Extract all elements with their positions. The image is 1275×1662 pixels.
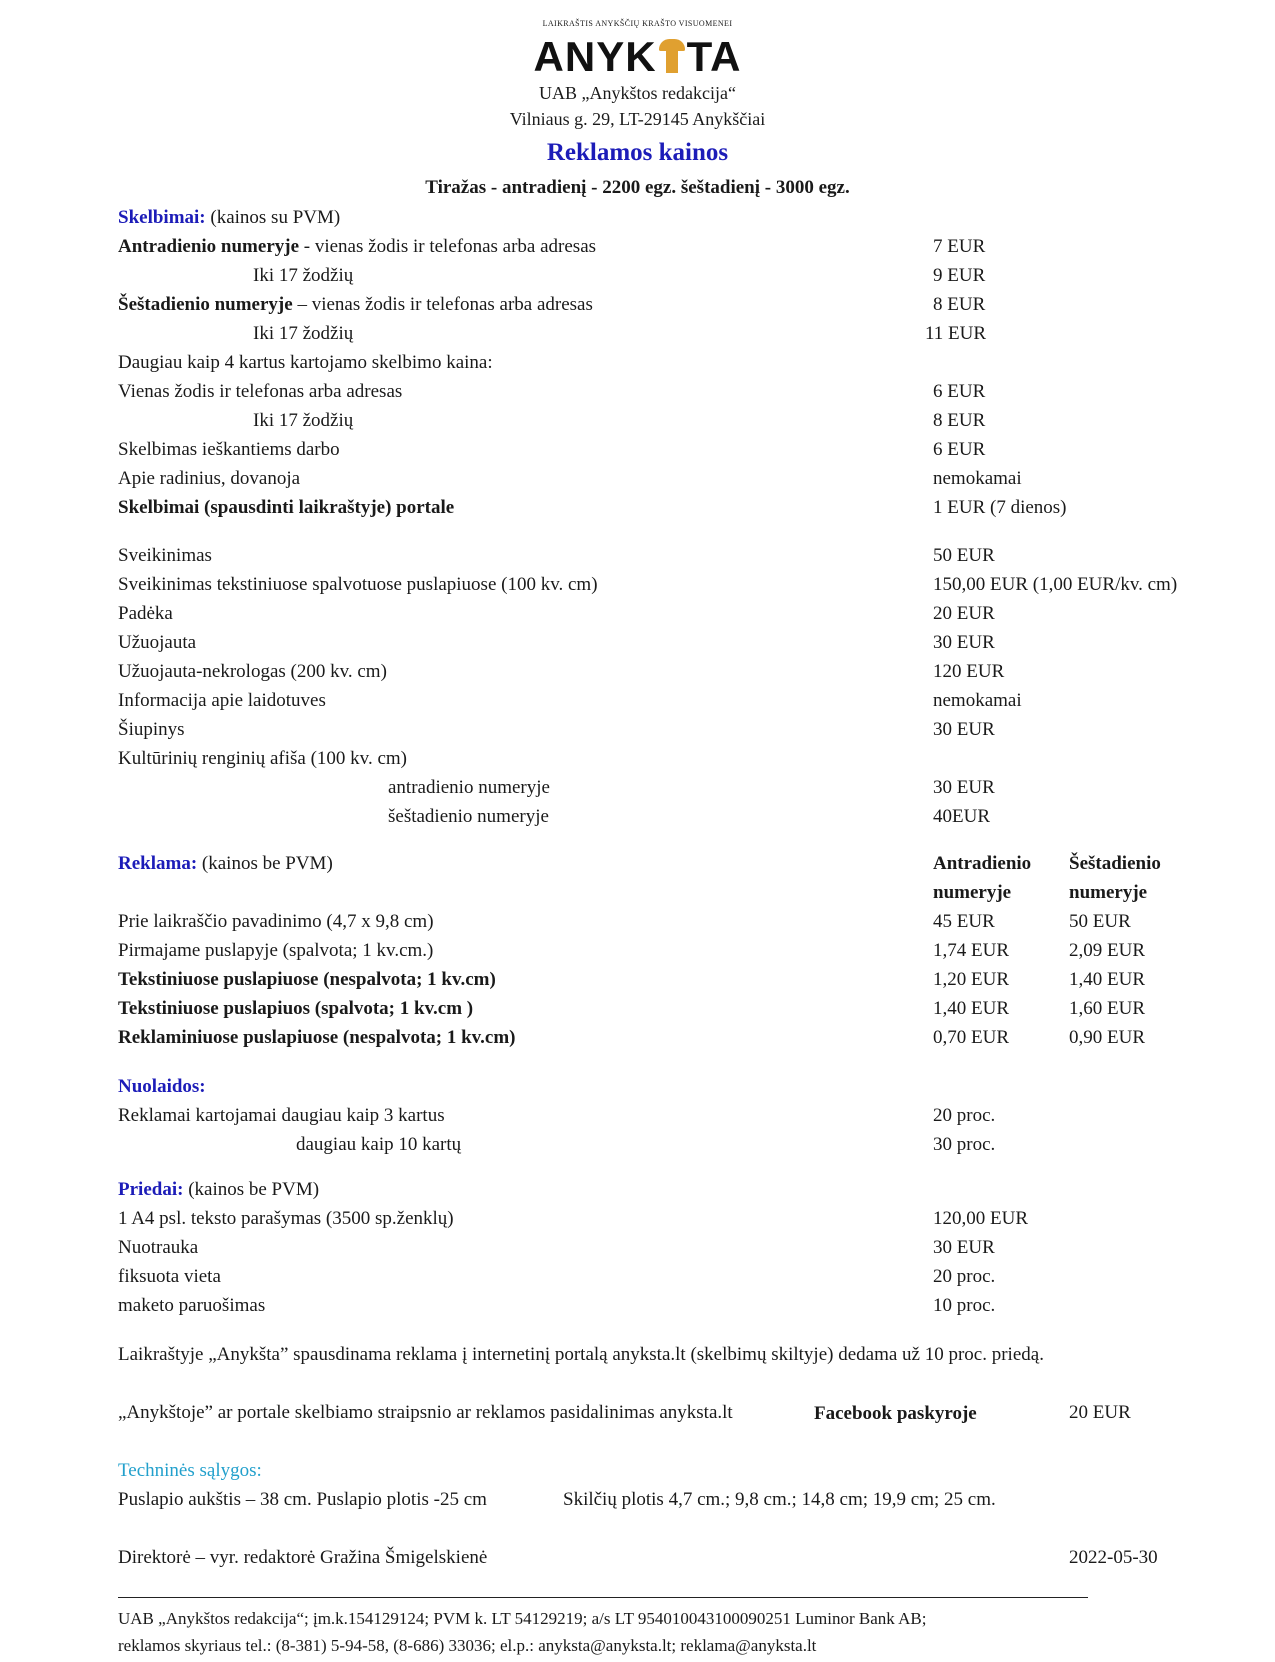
company-address: Vilniaus g. 29, LT-29145 Anykščiai [509, 109, 766, 129]
reklama-row-saturday-price: 2,09 EUR [1069, 940, 1145, 961]
director-signature: Direktorė – vyr. redaktorė Gražina Šmigelskienė [118, 1547, 488, 1568]
mushroom-s-logo-icon [657, 39, 687, 73]
priedai-heading-row [118, 1180, 319, 1199]
facebook-price: 20 EUR [1069, 1402, 1131, 1423]
document-date: 2022-05-30 [1069, 1547, 1158, 1568]
skelbimai-row-price: 7 EUR [933, 236, 986, 257]
footer-line-2: reklamos skyriaus tel.: (8-381) 5-94-58, (8-686) 33036; el.p.: anyksta@anyksta.lt; reklama@anyksta.lt [118, 1636, 817, 1655]
skelbimai-row-label-bold: Antradienio numeryje [118, 236, 300, 257]
skelbimai-row-price: 8 EUR [933, 410, 986, 431]
reklama-row-tuesday-price: 1,40 EUR [933, 998, 1009, 1019]
skelbimai-row-label-bold: Skelbimai (spausdinti laikraštyje) portale [118, 497, 455, 518]
page-title: Reklamos kainos [546, 139, 729, 166]
skelbimai-row-label [118, 469, 300, 488]
sveikinimai-row-label: Informacija apie laidotuves [118, 690, 326, 711]
skelbimai-row-label-text: – vienas žodis ir telefonas arba adresas [292, 294, 593, 315]
sveikinimai-row-price: 20 EUR [933, 603, 995, 624]
sveikinimai-row-price: 30 EUR [933, 777, 995, 798]
footer-divider [118, 1597, 1088, 1598]
sveikinimai-row-label: Padėka [118, 603, 173, 624]
col-header-tuesday-1: Antradienio [933, 853, 1032, 874]
skelbimai-row-label-text: - vienas žodis ir telefonas arba adresas [299, 236, 597, 257]
skelbimai-row-label-text: Apie radinius, dovanoja [118, 468, 301, 489]
reklama-heading-row [118, 854, 333, 873]
skelbimai-heading: Skelbimai: [118, 207, 206, 228]
reklama-row-label: Reklaminiuose puslapiuose (nespalvota; 1 kv.cm) [118, 1027, 516, 1048]
skelbimai-row-label [253, 266, 353, 285]
skelbimai-row-label [118, 237, 596, 256]
nuolaidos-row-label: daugiau kaip 10 kartų [296, 1134, 462, 1155]
reklama-row-saturday-price: 50 EUR [1069, 911, 1131, 932]
reklama-row-saturday-price: 0,90 EUR [1069, 1027, 1145, 1048]
technical-heading: Techninės sąlygos: [118, 1460, 262, 1481]
priedai-row-value: 20 proc. [933, 1266, 996, 1287]
skelbimai-row-label-text: Vienas žodis ir telefonas arba adresas [118, 381, 403, 402]
skelbimai-row-label-text: Iki 17 žodžių [253, 265, 354, 286]
skelbimai-row-label [118, 382, 402, 401]
reklama-row-tuesday-price: 0,70 EUR [933, 1027, 1009, 1048]
sveikinimai-row-price: 30 EUR [933, 632, 995, 653]
facebook-note-text: „Anykštoje” ar portale skelbiamo straipsnio ar reklamos pasidalinimas anyksta.lt [118, 1402, 733, 1423]
skelbimai-row-label-bold: Šeštadienio numeryje [118, 294, 293, 315]
sveikinimai-row-price: 40EUR [933, 806, 990, 827]
technical-column-widths: Skilčių plotis 4,7 cm.; 9,8 cm.; 14,8 cm; 19,9 cm; 25 cm. [563, 1489, 996, 1510]
nuolaidos-row-value: 20 proc. [933, 1105, 996, 1126]
reklama-row-label: Tekstiniuose puslapiuose (nespalvota; 1 kv.cm) [118, 969, 496, 990]
reklama-note: (kainos be PVM) [201, 853, 333, 874]
skelbimai-row-price: 11 EUR [925, 323, 987, 344]
nuolaidos-row-value: 30 proc. [933, 1134, 996, 1155]
sveikinimai-row-label: antradienio numeryje [388, 777, 550, 798]
reklama-row-label: Pirmajame puslapyje (spalvota; 1 kv.cm.) [118, 940, 434, 961]
reklama-row-tuesday-price: 45 EUR [933, 911, 995, 932]
priedai-row-label: 1 A4 psl. teksto parašymas (3500 sp.ženklų) [118, 1208, 454, 1229]
sveikinimai-row-price: 120 EUR [933, 661, 1005, 682]
sveikinimai-row-price: 50 EUR [933, 545, 995, 566]
priedai-row-label: fiksuota vieta [118, 1266, 221, 1287]
nuolaidos-heading: Nuolaidos: [118, 1076, 206, 1097]
skelbimai-row-price: 9 EUR [933, 265, 986, 286]
footer-line-1: UAB „Anykštos redakcija“; įm.k.154129124; PVM k. LT 54129219; a/s LT 954010043100090251 Luminor Bank AB; [118, 1609, 927, 1628]
priedai-heading: Priedai: [118, 1179, 184, 1200]
skelbimai-row-price: 8 EUR [933, 294, 986, 315]
skelbimai-row-label [253, 411, 353, 430]
col-header-tuesday-2: numeryje [933, 882, 1012, 903]
skelbimai-row-price: 6 EUR [933, 381, 986, 402]
skelbimai-row-label [118, 295, 593, 314]
sveikinimai-row-label: Šiupinys [118, 719, 185, 740]
sveikinimai-row-label: Kultūrinių renginių afiša (100 kv. cm) [118, 748, 407, 769]
reklama-row-saturday-price: 1,40 EUR [1069, 969, 1145, 990]
col-header-saturday-1: Šeštadienio [1069, 853, 1161, 874]
reklama-row-tuesday-price: 1,20 EUR [933, 969, 1009, 990]
skelbimai-row-label [118, 440, 340, 459]
logo [0, 33, 1275, 80]
circulation: Tiražas - antradienį - 2200 egz. šeštadienį - 3000 egz. [425, 177, 850, 198]
sveikinimai-row-price: 30 EUR [933, 719, 995, 740]
skelbimai-row-label-text: Daugiau kaip 4 kartus kartojamo skelbimo kaina: [118, 352, 493, 373]
skelbimai-row-price: nemokamai [933, 468, 1022, 489]
skelbimai-row-label [253, 324, 353, 343]
company-name: UAB „Anykštos redakcija“ [539, 83, 736, 103]
reklama-row-tuesday-price: 1,74 EUR [933, 940, 1009, 961]
skelbimai-row-price: 1 EUR (7 dienos) [933, 497, 1067, 518]
skelbimai-row-label [118, 498, 454, 517]
reklama-heading: Reklama: [118, 853, 198, 874]
skelbimai-row-label [118, 353, 493, 372]
sveikinimai-row-price: 150,00 EUR (1,00 EUR/kv. cm) [933, 574, 1178, 595]
skelbimai-row-price: 6 EUR [933, 439, 986, 460]
sveikinimai-row-price: nemokamai [933, 690, 1022, 711]
nuolaidos-row-label: Reklamai kartojamai daugiau kaip 3 kartus [118, 1105, 445, 1126]
priedai-row-label: Nuotrauka [118, 1237, 199, 1258]
sveikinimai-row-label: Užuojauta [118, 632, 197, 653]
skelbimai-row-label-text: Skelbimas ieškantiems darbo [118, 439, 340, 460]
portal-note: Laikraštyje „Anykšta” spausdinama reklama į internetinį portalą anyksta.lt (skelbimų skiltyje) dedama už 10 proc. priedą. [118, 1344, 1044, 1365]
priedai-row-value: 10 proc. [933, 1295, 996, 1316]
skelbimai-row-label-text: Iki 17 žodžių [253, 323, 354, 344]
logo-text-right: TA [686, 33, 742, 80]
priedai-row-value: 120,00 EUR [933, 1208, 1028, 1229]
sveikinimai-row-label: Sveikinimas tekstiniuose spalvotuose puslapiuose (100 kv. cm) [118, 574, 598, 595]
sveikinimai-row-label: Sveikinimas [118, 545, 212, 566]
tagline: LAIKRAŠTIS ANYKŠČIŲ KRAŠTO VISUOMENEI [542, 19, 733, 28]
logo-text-left: ANYK [533, 33, 657, 80]
skelbimai-heading-row [118, 208, 340, 227]
priedai-note: (kainos be PVM) [188, 1179, 320, 1200]
col-header-saturday-2: numeryje [1069, 882, 1148, 903]
priedai-row-value: 30 EUR [933, 1237, 995, 1258]
priedai-row-label: maketo paruošimas [118, 1295, 266, 1316]
technical-page-size: Puslapio aukštis – 38 cm. Puslapio plotis -25 cm [118, 1489, 487, 1510]
reklama-row-saturday-price: 1,60 EUR [1069, 998, 1145, 1019]
reklama-row-label: Tekstiniuose puslapiuos (spalvota; 1 kv.cm ) [118, 998, 474, 1019]
facebook-note-bold: Facebook paskyroje [814, 1403, 977, 1424]
skelbimai-row-label-text: Iki 17 žodžių [253, 410, 354, 431]
sveikinimai-row-label: Užuojauta-nekrologas (200 kv. cm) [118, 661, 387, 682]
reklama-row-label: Prie laikraščio pavadinimo (4,7 x 9,8 cm) [118, 911, 434, 932]
sveikinimai-row-label: šeštadienio numeryje [388, 806, 549, 827]
skelbimai-note: (kainos su PVM) [210, 207, 341, 228]
